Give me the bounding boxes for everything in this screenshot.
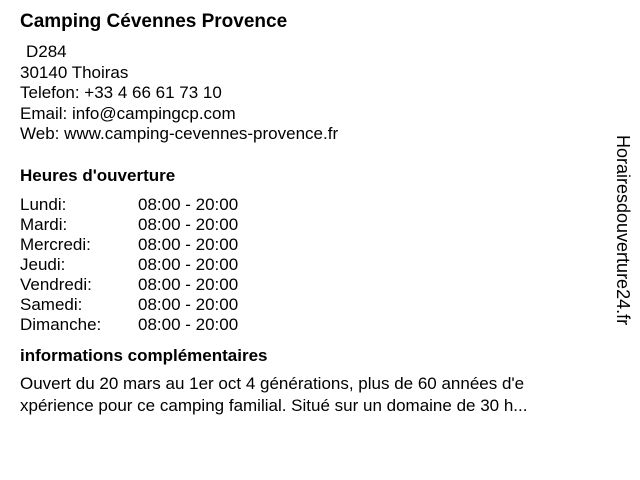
business-card <box>20 10 610 417</box>
city-address: 30140 Thoiras <box>20 62 129 82</box>
hours-heading: Heures d'ouverture <box>20 165 176 185</box>
day-label: Lundi: <box>20 194 67 214</box>
website-address: Web: www.camping-cevennes-provence.fr <box>20 124 339 143</box>
day-label: Mardi: <box>20 214 68 234</box>
day-label: Dimanche: <box>20 314 102 334</box>
time-range: 08:00 - 20:00 <box>138 194 239 214</box>
time-range: 08:00 - 20:00 <box>138 314 239 334</box>
hours-row-monday <box>20 195 610 215</box>
street-address: D284 <box>26 42 67 61</box>
email-address: Email: info@campingcp.com <box>20 103 236 123</box>
description-line-2: xpérience pour ce camping familial. Situé sur un domaine de 30 h... <box>20 395 528 415</box>
hours-row-sunday <box>20 315 610 335</box>
time-range: 08:00 - 20:00 <box>138 234 239 254</box>
day-label: Samedi: <box>20 294 83 314</box>
site-watermark: Horairesdouverture24.fr <box>613 135 633 326</box>
time-range: 08:00 - 20:00 <box>138 294 239 314</box>
info-heading: informations complémentaires <box>20 345 268 365</box>
opening-hours-table <box>20 195 610 335</box>
time-range: 08:00 - 20:00 <box>138 254 239 274</box>
time-range: 08:00 - 20:00 <box>138 214 239 234</box>
hours-row-tuesday <box>20 215 610 235</box>
description-line-1: Ouvert du 20 mars au 1er oct 4 générations, plus de 60 années d'e <box>20 373 525 393</box>
time-range: 08:00 - 20:00 <box>138 274 239 294</box>
day-label: Vendredi: <box>20 274 92 294</box>
description-text <box>20 373 620 417</box>
hours-row-saturday <box>20 295 610 315</box>
day-label: Mercredi: <box>20 234 91 254</box>
hours-row-friday <box>20 275 610 295</box>
hours-row-wednesday <box>20 235 610 255</box>
address-block <box>20 42 610 145</box>
phone-number: Telefon: +33 4 66 61 73 10 <box>20 83 222 102</box>
hours-row-thursday <box>20 255 610 275</box>
day-label: Jeudi: <box>20 254 66 274</box>
business-title: Camping Cévennes Provence <box>20 11 288 32</box>
